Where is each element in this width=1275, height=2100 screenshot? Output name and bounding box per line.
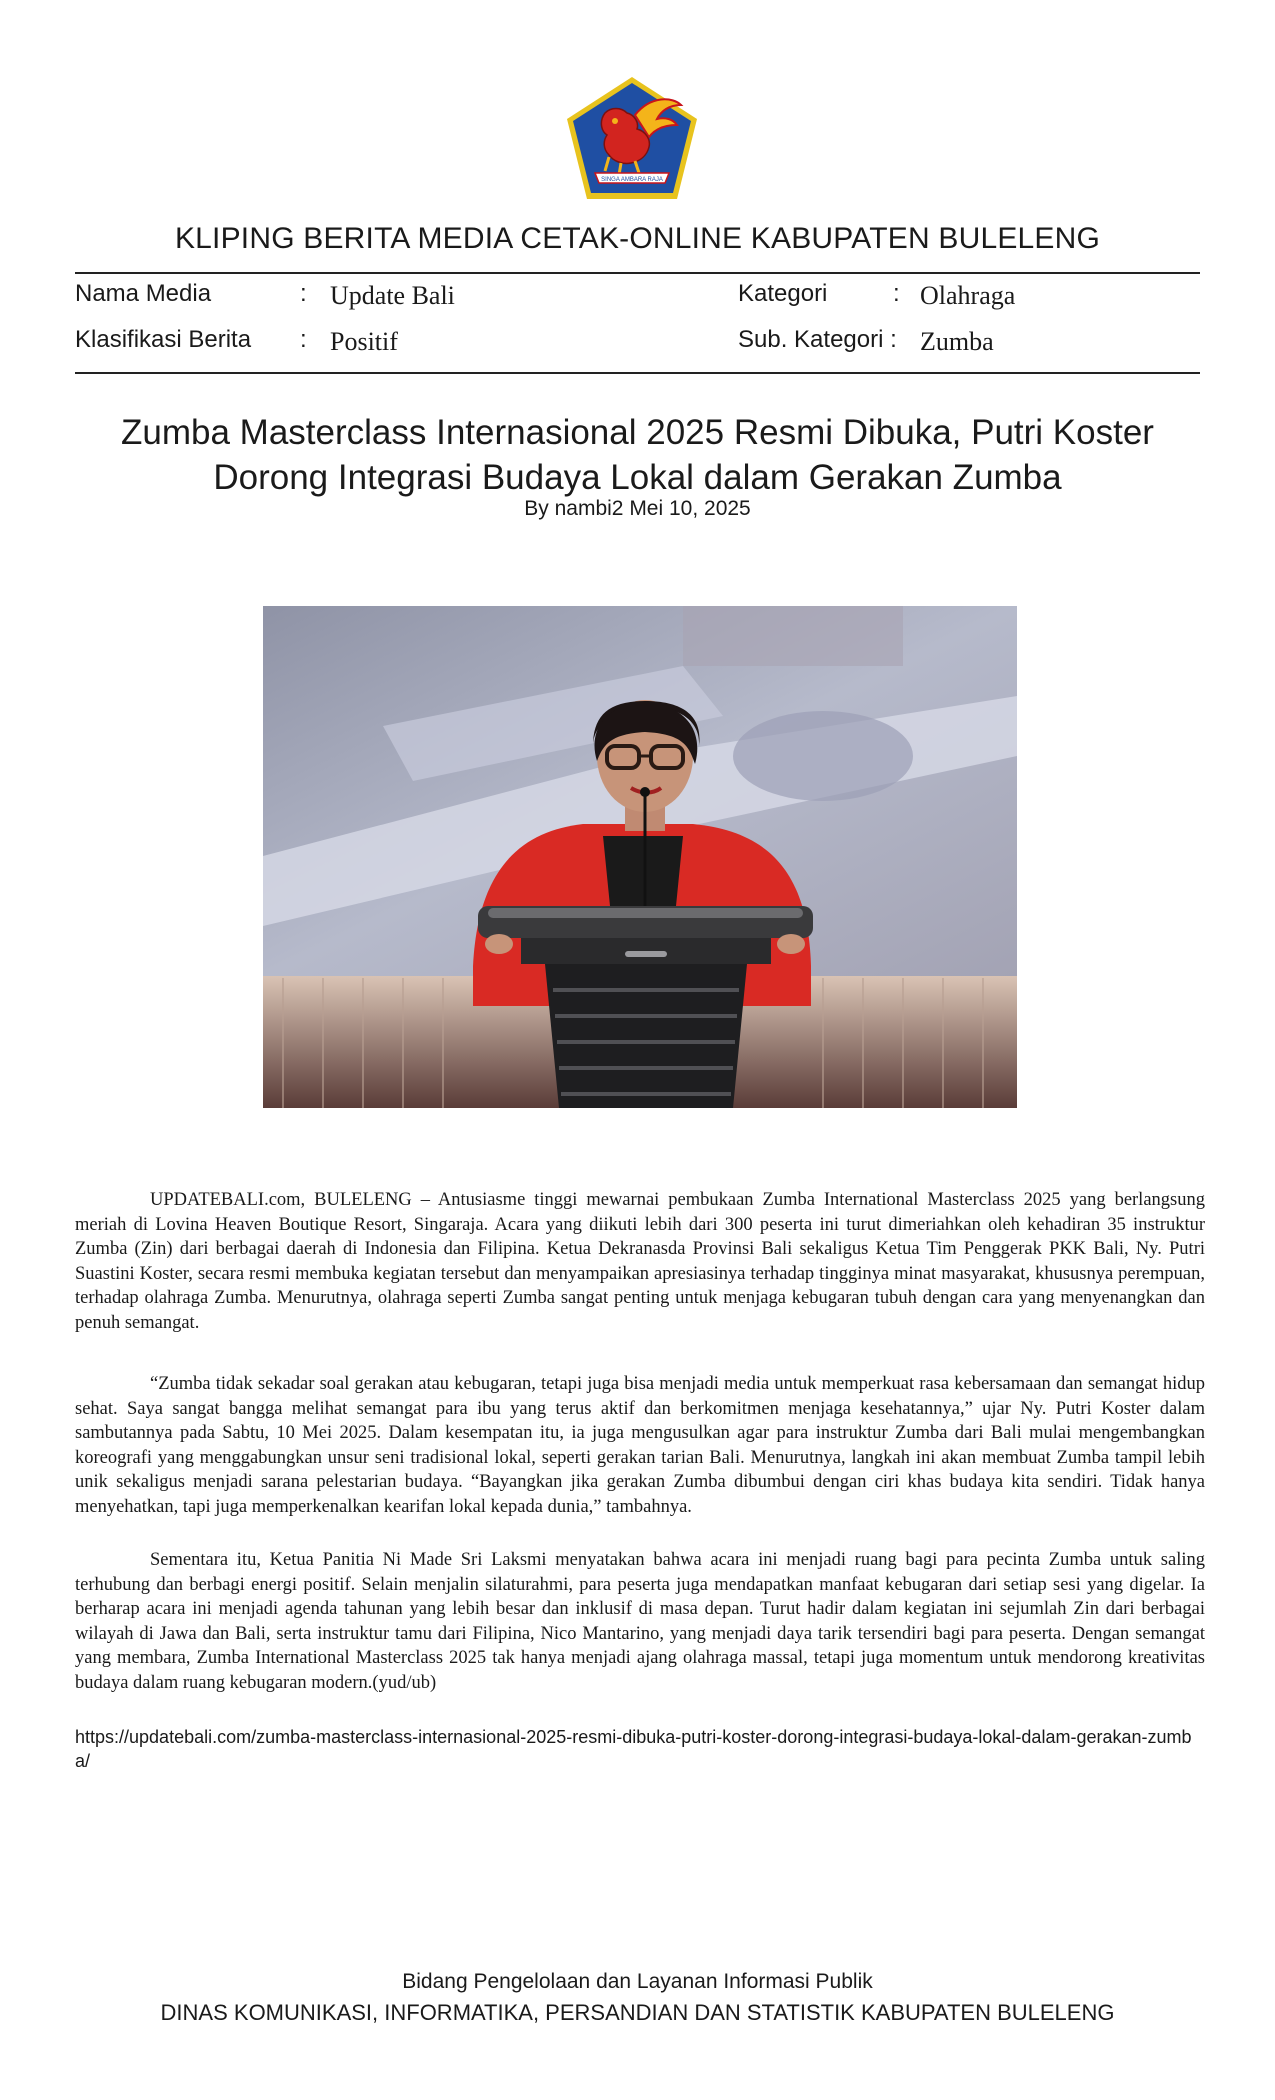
- article-title-line-1: Zumba Masterclass Internasional 2025 Resmi Dibuka, Putri Koster: [121, 413, 1154, 452]
- media-name-label: Nama Media: [75, 280, 212, 307]
- crest-motto: SINGA AMBARA RAJA: [601, 177, 663, 183]
- footer-agency: DINAS KOMUNIKASI, INFORMATIKA, PERSANDIAN DAN STATISTIK KABUPATEN BULELENG: [160, 2000, 1115, 2025]
- header-divider-top: [75, 272, 1200, 274]
- article-title: [90, 410, 1185, 500]
- article-title-line-2: Dorong Integrasi Budaya Lokal dalam Gerakan Zumba: [213, 458, 1062, 497]
- classification-label: Klasifikasi Berita: [75, 326, 252, 353]
- article-paragraph-3: Sementara itu, Ketua Panitia Ni Made Sri Laksmi menyatakan bahwa acara ini menjadi ruang bagi para pecinta Zumba untuk saling terhubung dan berbagi energi positif. Selain menjalin silaturahmi, para peserta juga mendapatkan manfaat kebugaran dari setiap sesi yang digelar. Ia berharap acara ini menjadi agenda tahunan yang lebih besar dan inklusif di masa depan. Turut hadir dalam kegiatan ini sejumlah Zin dari berbagai wilayah di Jawa dan Bali, serta instruktur tamu dari Filipina, Nico Mantarino, yang menjadi daya tarik tersendiri bagi para peserta. Dengan semangat yang membara, Zumba International Masterclass 2025 tak hanya menjadi ajang olahraga massal, tetapi juga momentum untuk mendorong kreativitas budaya dalam ruang kebugaran modern.(yud/ub): [75, 1550, 1205, 1693]
- article-byline: By nambi2 Mei 10, 2025: [524, 497, 751, 520]
- buleleng-regency-crest-icon: [565, 75, 699, 201]
- media-name-colon: :: [300, 280, 307, 307]
- category-label: Kategori: [738, 280, 828, 307]
- woman-in-red-speaking-at-podium-photo: [263, 606, 1017, 1108]
- footer-department: Bidang Pengelolaan dan Layanan Informasi Publik: [402, 1970, 873, 1993]
- subcategory-label: Sub. Kategori :: [738, 326, 897, 353]
- header-divider-bottom: [75, 372, 1200, 374]
- category-value: Olahraga: [920, 281, 1016, 310]
- subcategory-value: Zumba: [920, 327, 994, 356]
- article-paragraph-2: “Zumba tidak sekadar soal gerakan atau kebugaran, tetapi juga bisa menjadi media untuk memperkuat rasa kebersamaan dan semangat hidup sehat. Saya sangat bangga melihat semangat para ibu yang terus aktif dan berkomitmen menjaga kesehatannya,” ujar Ny. Putri Koster dalam sambutannya pada Sabtu, 10 Mei 2025. Dalam kesempatan itu, ia juga mengusulkan agar para instruktur Zumba dari Bali mulai mengembangkan koreografi yang menggabungkan unsur seni tradisional lokal, seperti gerakan tarian Bali. Menurutnya, langkah ini akan membuat Zumba tampil lebih unik sekaligus menjadi sarana pelestarian budaya. “Bayangkan jika gerakan Zumba dibumbui dengan ciri khas budaya kita sendiri. Tidak hanya menyehatkan, tapi juga memperkenalkan kearifan lokal kepada dunia,” tambahnya.: [75, 1374, 1205, 1517]
- source-url-link[interactable]: https://updatebali.com/zumba-masterclass-internasional-2025-resmi-dibuka-putri-koster-dorong-integrasi-budaya-lokal-dalam-gerakan-zumba/: [75, 1727, 1192, 1771]
- buleleng-crest-logo: [565, 75, 699, 201]
- classification-value: Positif: [330, 327, 398, 356]
- clipping-header-title: KLIPING BERITA MEDIA CETAK-ONLINE KABUPATEN BULELENG: [174, 222, 1101, 255]
- article-paragraph-1: UPDATEBALI.com, BULELENG – Antusiasme tinggi mewarnai pembukaan Zumba International Masterclass 2025 yang berlangsung meriah di Lovina Heaven Boutique Resort, Singaraja. Acara yang diikuti lebih dari 300 peserta ini turut dimeriahkan oleh kehadiran 35 instruktur Zumba (Zin) dari berbagai daerah di Indonesia dan Filipina. Ketua Dekranasda Provinsi Bali sekaligus Ketua Tim Penggerak PKK Bali, Ny. Putri Suastini Koster, secara resmi membuka kegiatan tersebut dan menyampaikan apresiasinya terhadap tingginya minat masyarakat, khususnya perempuan, terhadap olahraga Zumba. Menurutnya, olahraga seperti Zumba sangat penting untuk menjaga kebugaran tubuh dengan cara yang menyenangkan dan penuh semangat.: [75, 1190, 1205, 1333]
- classification-colon: :: [300, 326, 307, 353]
- media-name-value: Update Bali: [330, 281, 455, 310]
- category-colon: :: [893, 280, 900, 307]
